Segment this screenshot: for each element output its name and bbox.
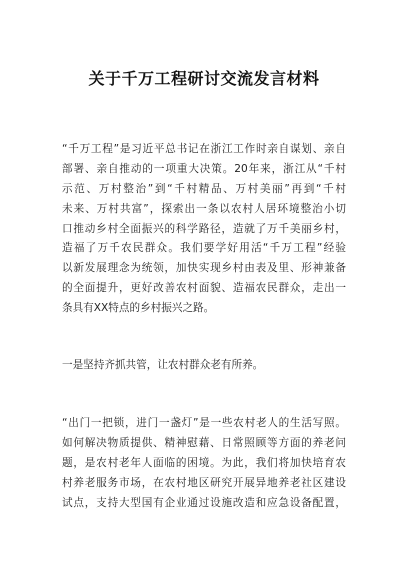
text-line: “千万工程”是习近平总书记在浙江工作时亲自谋划、亲自 (62, 143, 346, 155)
text-line: 示范、万村整治”到“千村精品、万村美丽”再到“千村 (62, 182, 346, 195)
text-line: “出门一把锁，进门一盏灯”是一些农村老人的生活写照。 (62, 417, 346, 429)
paragraph-intro (62, 140, 346, 319)
section-heading: 一是坚持齐抓共管，让农村群众老有所养。 (62, 359, 264, 371)
text-line: 造福了万千农民群众。我们要学好用活“千万工程”经验 (62, 242, 346, 255)
document-title: 关于千万工程研讨交流发言材料 (88, 69, 320, 88)
text-line: 部署、亲自推动的一项重大决策。20年来，浙江从“千村 (62, 162, 346, 175)
text-line: 条具有XX特点的乡村振兴之路。 (62, 302, 215, 315)
text-line: 口推动乡村全面振兴的科学路径，造就了万千美丽乡村， (62, 222, 346, 235)
paragraph-elderly-care (62, 414, 346, 513)
text-line: 未来、万村共富”，探索出一条以农村人居环境整治小切 (62, 202, 346, 215)
text-line: 的全面提升，更好改善农村面貌、造福农民群众，走出一 (62, 282, 346, 295)
text-line: 题，是农村老年人面临的困境。为此，我们将加快培育农 (62, 456, 346, 469)
text-line: 如何解决物质提供、精神慰藉、日常照顾等方面的养老问 (62, 436, 346, 449)
text-line: 以新发展理念为统领，加快实现乡村由表及里、形神兼备 (62, 262, 346, 275)
text-line: 试点，支持大型国有企业通过设施改造和应急设备配置， (62, 496, 346, 509)
paragraph-heading-one (62, 356, 346, 376)
text-line: 村养老服务市场，在农村地区研究开展异地养老社区建设 (62, 476, 346, 489)
